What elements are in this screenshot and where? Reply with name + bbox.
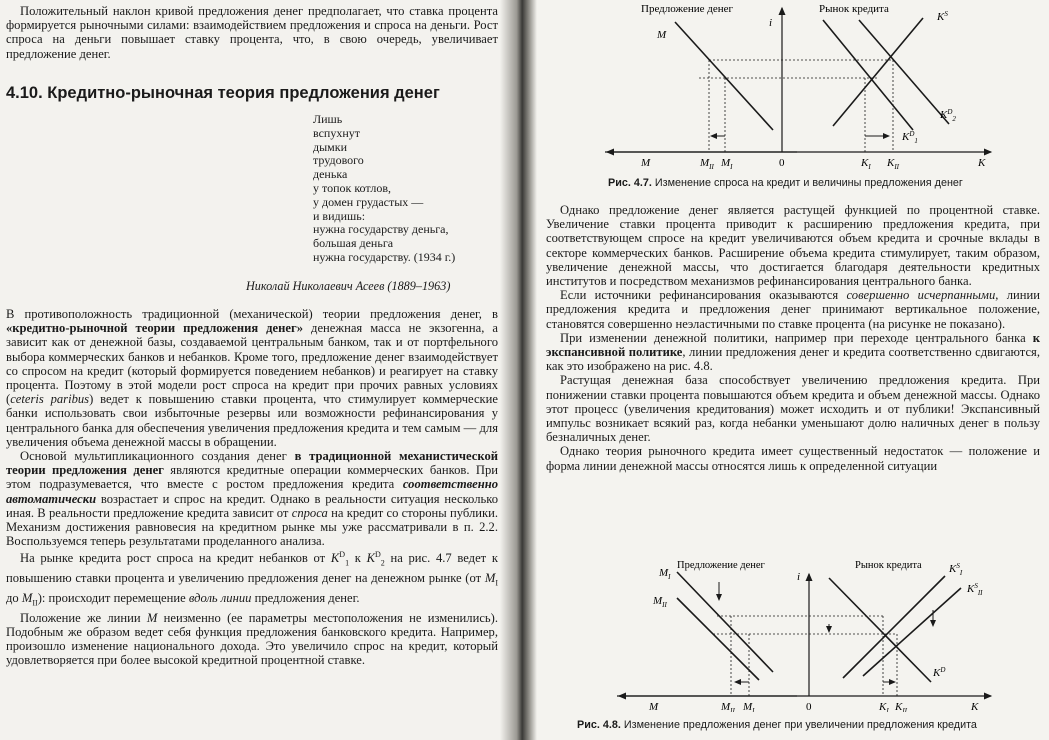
paragraph-expansive-policy: При изменении денежной политики, например при переходе центрального банка к экспансивной политике, линии предложения денег и кредита соответственно сдвигаются, как это изображено на рис. 4.8. <box>546 330 1040 374</box>
epigraph-poem <box>313 113 455 265</box>
svg-text:KD: $K^D$ <box>933 666 946 679</box>
fig48-label-money: Предложение денег <box>677 560 765 571</box>
fig48-credit-supply-1 <box>843 576 945 678</box>
fig48-label-credit: Рынок кредита <box>855 560 922 571</box>
fig48-money-supply-1 <box>677 572 773 672</box>
svg-text:M: M <box>657 29 667 41</box>
section-heading: 4.10. Кредитно-рыночная теория предложения денег <box>6 84 440 102</box>
paragraph-rising-function: Однако предложение денег является растущей функцией по процентной ставке. Увеличение ставки процента приводит к расширению предложения кредита, при соответствующем спросе на кредит увеличиваются объем кредита и срочные вклады в секторе коммерческих банков. Расширение объема кредита стимулирует, таким образом, увеличение денежной массы, что достигается благодаря деятельности кредитных институтов и посредством механизмов рефинансирования центрального банка. <box>546 203 1040 289</box>
paragraph-credit-demand-shift: На рынке кредита рост спроса на кредит небанков от $K^D_1$ к $K^D_2$ на рис. 4.7 ведет к повышению ставки процента и увеличению предложения денег на денежном рынке (от $M_I$ до $M_{II}$): происходит перемещение вдоль линии предложения денег. <box>6 550 498 608</box>
poem-line: большая деньга <box>313 236 394 251</box>
fig47-credit-demand-2 <box>859 20 949 124</box>
svg-text:KI: $K_I$ <box>861 157 871 171</box>
poem-line: денька <box>313 167 348 182</box>
paragraph-refinancing: Если источники рефинансирования оказываются совершенно исчерпанными, линии предложения кредита и предложения денег принимают вертикальное положение, становятся совершенно неэластичными по ставке процента (на рисунке не показано). <box>546 288 1041 331</box>
svg-text:M: M <box>649 701 659 712</box>
poem-line: нужна государству деньга, <box>313 222 449 237</box>
body-text-left <box>6 307 498 668</box>
figure-4-8 <box>597 560 1017 712</box>
fig47-label-credit: Рынок кредита <box>819 3 889 15</box>
poem-line: трудового <box>313 153 364 168</box>
svg-text:MI: $M_I$ <box>743 701 755 712</box>
poem-line: Лишь <box>313 112 343 126</box>
paragraph-multiplier: Основой мультипликационного создания денег в традиционной механистической теории предложения денег являются кредитные операции коммерческих банков. При этом подразумевается, что вместе с ростом предложения кредита соответственно автоматически возрастает и спрос на кредит. Однако в реальности ситуация несколько иная. В реальности предложение кредита зависит от спроса на кредит со стороны публики. Механизм достижения равновесия на кредитном рынке мы уже рассматривали в п. 2.2. Воспользуемся теперь результатами проделанного анализа. <box>6 449 498 549</box>
poem-line: нужна государству. (1934 г.) <box>313 249 456 264</box>
svg-text:MI: $M_I$ <box>659 567 671 581</box>
intro-paragraph: Положительный наклон кривой предложения денег предполагает, что ставка процента формируется рыночными силами: взаимодействием предложения и спроса на деньги. Рост спроса на деньги повышает ставку процента, что, в свою очередь, увеличивает предложение денег. <box>6 4 498 61</box>
fig47-credit-supply-line <box>833 18 923 126</box>
svg-text:KII: $K_{II}$ <box>887 157 900 171</box>
poem-line: у топок котлов, <box>313 180 391 195</box>
paragraph-theory-drawback: Однако теория рыночного кредита имеет существенный недостаток — положение и форма линии денежной массы относятся лишь к определенной ситуации <box>546 444 1040 473</box>
fig47-money-supply-line <box>675 22 773 130</box>
svg-text:KSI: $K^S_I$ <box>949 562 963 577</box>
poem-line: и видишь: <box>313 208 366 223</box>
svg-text:0: 0 <box>806 701 812 712</box>
poem-line: дымки <box>313 139 348 154</box>
right-page <box>537 0 1049 740</box>
fig47-credit-demand-1 <box>823 20 913 130</box>
paragraph-credit-market-theory: В противоположность традиционной (механической) теории предложения денег, в «кредитно-рыночной теории предложения денег» денежная масса не экзогенна, а зависит как от денежной базы, создаваемой центральным банком, так и от портфельного выбора коммерческих банков и небанков. Кроме того, предложение денег взаимодействует со спросом на кредит (который формируется поведением небанков) и реагирует на ставку процента. Поэтому в этой модели рост спроса на кредит при прочих равных условиях (ceteris paribus) ведет к повышению ставки процента, что стимулирует коммерческие банки использовать свои избыточные резервы или возможности рефинансирования у центрального банка для обеспечения увеличения предложения кредита и тем самым — для увеличения объема денежной массы в обращении. <box>6 307 498 449</box>
svg-text:MII: $M_{II}$ <box>653 595 667 609</box>
svg-text:KD1: $K^D_1$ <box>902 130 918 145</box>
fig48-money-supply-2 <box>677 598 759 680</box>
svg-text:0: 0 <box>779 157 785 169</box>
svg-text:MII: $M_{II}$ <box>721 701 735 712</box>
fig48-caption: Рис. 4.8. Изменение предложения денег при увеличении предложения кредита <box>577 719 977 731</box>
svg-text:K: K <box>971 701 979 712</box>
svg-text:i: i <box>769 17 773 29</box>
left-page <box>0 0 521 740</box>
figure-4-7 <box>597 0 1017 172</box>
epigraph-author: Николай Николаевич Асеев (1889–1963) <box>246 279 451 293</box>
svg-text:K: K <box>978 157 986 169</box>
svg-text:i: i <box>797 571 801 583</box>
poem-line: у домен грудастых — <box>313 194 424 209</box>
svg-text:KD2: $K^D_2$ <box>940 108 956 123</box>
body-text-right <box>546 203 1040 473</box>
svg-text:KII: $K_{II}$ <box>895 701 908 712</box>
paragraph-money-line-position: Положение же линии M неизменно (ее параметры местоположения не изменились). Подобным же образом ведет себя функция предложения банковского кредита. Например, произошло изменение национального дохода. Это увеличило спрос на кредит, который удовлетворяется при более высокой кредитной процентной ставке. <box>6 610 498 668</box>
fig47-label-money: Предложение денег <box>641 3 733 15</box>
svg-text:KI: $K_I$ <box>879 701 889 712</box>
svg-text:M: M <box>641 157 651 169</box>
poem-line: вспухнут <box>313 125 361 140</box>
svg-text:KS: $K^S$ <box>937 10 948 23</box>
paragraph-monetary-base: Растущая денежная база способствует увеличению предложения кредита. При понижении ставки процента повышаются объем кредита и объем денежной массы. Однако этот процесс (увеличения кредитования) может исходить и от публики! Экспансивный импульс возникает всякий раз, когда небанки уменьшают долю наличных денег в пользу безналичных денег. <box>546 373 1040 445</box>
fig47-caption: Рис. 4.7. Изменение спроса на кредит и величины предложения денег <box>608 177 963 189</box>
book-gutter <box>500 0 537 740</box>
svg-text:KSII: $K^S_{II}$ <box>967 582 983 597</box>
svg-text:MII: $M_{II}$ <box>700 157 714 171</box>
svg-text:MI: $M_I$ <box>721 157 733 171</box>
fig48-credit-demand <box>829 578 931 682</box>
